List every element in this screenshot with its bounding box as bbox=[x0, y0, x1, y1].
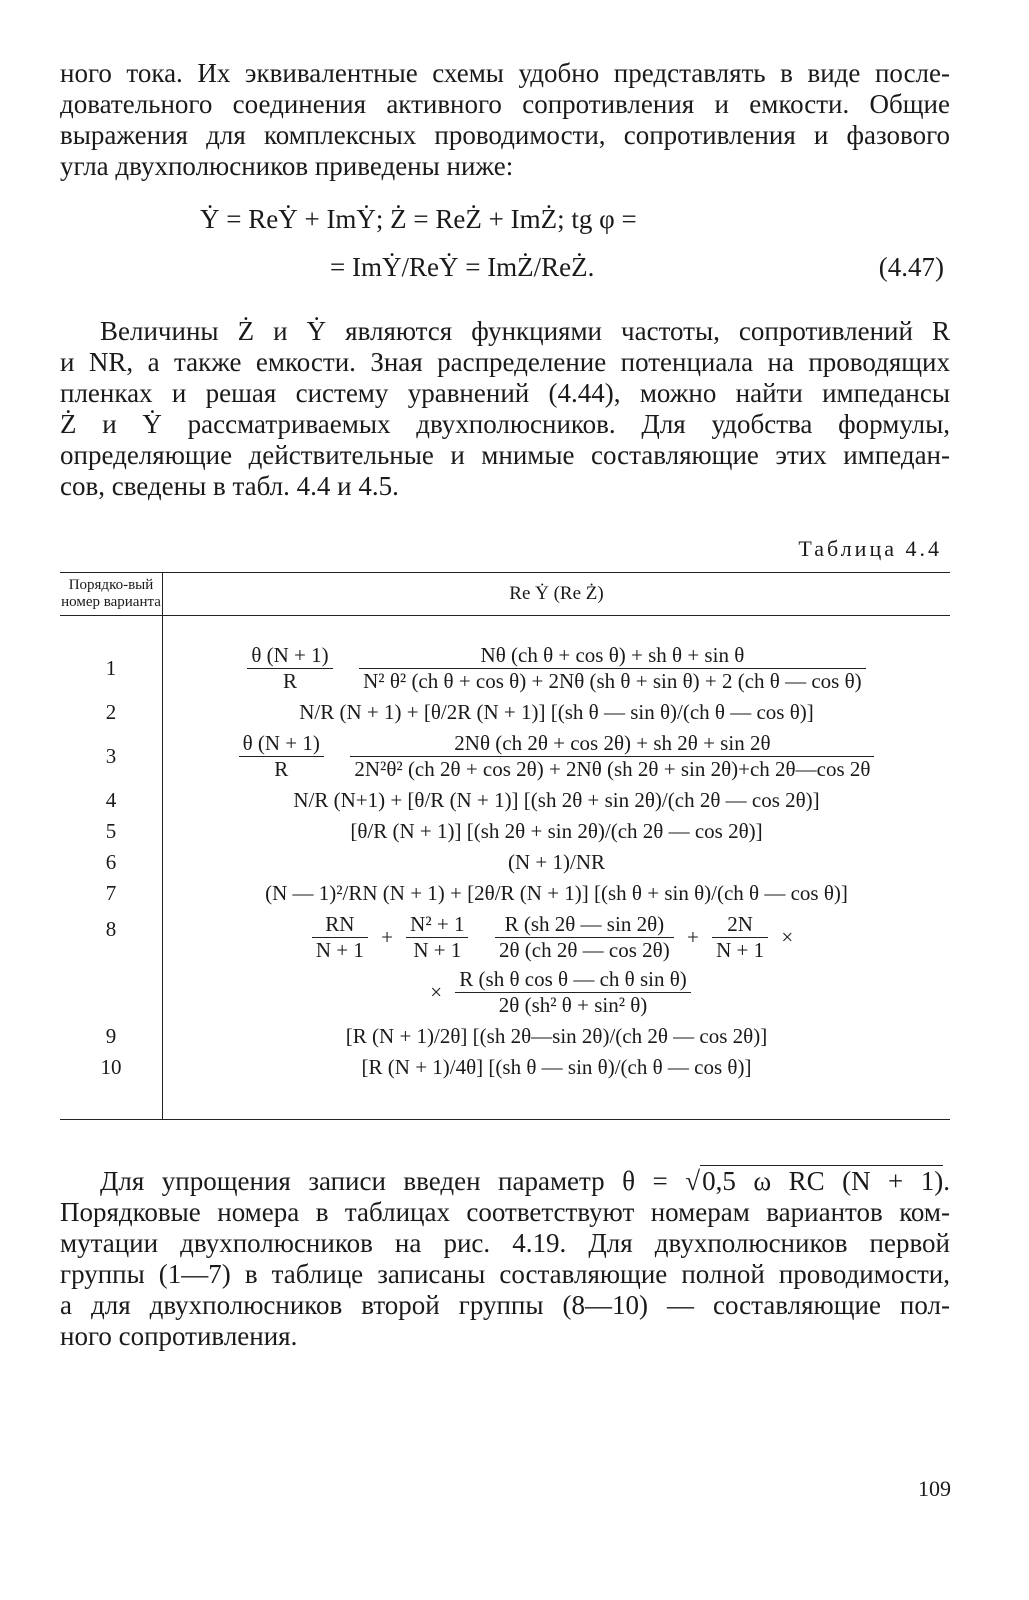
paragraph-intro bbox=[60, 58, 950, 182]
row-expression: (N + 1)/NR bbox=[507, 850, 605, 874]
column-header-expression: Re Ẏ (Re Ż) bbox=[163, 573, 951, 616]
text-line: Величины Ż и Ẏ являются функциями частоты, сопротивлений R bbox=[100, 316, 950, 346]
row-number: 8 bbox=[60, 909, 163, 1021]
text-line: Для упрощения записи введен параметр θ = √0,5 ω RC (N + 1). bbox=[100, 1166, 950, 1196]
row-expression: $\frac{\theta (N + 1)}{R}$ $\frac{\text{Nθ (ch θ + cos θ) + sh θ + sin θ}}{\text{N² θ² (ch θ + cos θ) + 2Nθ (sh θ + sin θ) + 2 (ch θ — cos θ)}}$ bbox=[163, 640, 951, 697]
text-line: мутации двухполюсников на рис. 4.19. Для двухполюсников первой bbox=[60, 1228, 950, 1258]
table-row bbox=[60, 1052, 950, 1083]
table-row bbox=[60, 697, 950, 728]
table-row bbox=[60, 728, 950, 785]
row-expression: N/R (N + 1) + [θ/2R (N + 1)] [(sh θ — sin θ)/(ch θ — cos θ)] bbox=[299, 700, 814, 724]
row-expression: $\frac{RN}{N + 1}$ + $\frac{\text{N² + 1}}{N + 1}$ $\frac{R (sh 2\theta — \sin 2\theta)}{2\theta (ch 2\theta — \cos 2\theta)}$ + $\frac{2N}{N + 1}$ × × $\frac{\text{R (sh θ cos θ — ch θ sin θ)}}{\text{2θ (sh² θ + sin² θ)}}$ bbox=[163, 909, 951, 1021]
text-line: Ż и Ẏ рассматриваемых двухполюсников. Для удобства формулы, bbox=[60, 409, 950, 439]
row-number: 6 bbox=[60, 847, 163, 878]
row-number: 3 bbox=[60, 728, 163, 785]
row-number: 5 bbox=[60, 816, 163, 847]
text-line: пленках и решая систему уравнений (4.44), можно найти импедансы bbox=[60, 378, 950, 408]
row-expression: N/R (N+1) + [θ/R (N + 1)] [(sh 2θ + sin 2θ)/(ch 2θ — cos 2θ)] bbox=[293, 788, 820, 812]
text-line: Порядковые номера в таблицах соответствуют номерам вариантов ком- bbox=[60, 1197, 950, 1227]
table-row bbox=[60, 816, 950, 847]
row-number: 2 bbox=[60, 697, 163, 728]
text-line: ного сопротивления. bbox=[60, 1321, 298, 1351]
text-line: ного тока. Их эквивалентные схемы удобно представлять в виде после- bbox=[60, 58, 950, 88]
row-number: 7 bbox=[60, 878, 163, 909]
paragraph-parameter bbox=[60, 1166, 950, 1352]
paragraph-impedances bbox=[60, 316, 950, 502]
row-expression: [R (N + 1)/2θ] [(sh 2θ—sin 2θ)/(ch 2θ — cos 2θ)] bbox=[345, 1024, 768, 1048]
text-line: а для двухполюсников второй группы (8—10) — составляющие пол- bbox=[60, 1290, 950, 1320]
row-expression: [R (N + 1)/4θ] [(sh θ — sin θ)/(ch θ — cos θ)] bbox=[361, 1055, 752, 1079]
row-number: 4 bbox=[60, 785, 163, 816]
table-row bbox=[60, 1021, 950, 1052]
text-line: угла двухполюсников приведены ниже: bbox=[60, 151, 514, 181]
formula-number: (4.47) bbox=[878, 252, 944, 282]
table-caption: Таблица 4.4 bbox=[798, 536, 942, 561]
table-row bbox=[60, 909, 950, 1021]
table-4-4 bbox=[60, 572, 950, 1120]
formula-line-1: Ẏ = ReẎ + ImẎ; Ż = ReŻ + ImŻ; tg φ = bbox=[200, 204, 637, 234]
row-expression: [θ/R (N + 1)] [(sh 2θ + sin 2θ)/(ch 2θ — cos 2θ)] bbox=[350, 819, 763, 843]
table-row bbox=[60, 847, 950, 878]
text-line: сов, сведены в табл. 4.4 и 4.5. bbox=[60, 471, 399, 501]
row-number: 9 bbox=[60, 1021, 163, 1052]
row-expression: (N — 1)²/RN (N + 1) + [2θ/R (N + 1)] [(sh θ + sin θ)/(ch θ — cos θ)] bbox=[265, 881, 848, 905]
text-line: довательного соединения активного сопротивления и емкости. Общие bbox=[60, 89, 950, 119]
text-line: определяющие действительные и мнимые составляющие этих импедан- bbox=[60, 440, 950, 470]
table-row bbox=[60, 878, 950, 909]
text-line: группы (1—7) в таблице записаны составляющие полной проводимости, bbox=[60, 1259, 950, 1289]
text-line: и NR, а также емкости. Зная распределение потенциала на проводящих bbox=[60, 347, 950, 377]
radicand: 0,5 ω RC (N + 1) bbox=[702, 1166, 944, 1196]
formula-4-47 bbox=[60, 196, 950, 306]
row-expression: $\frac{\theta (N + 1)}{R}$ $\frac{2N\theta (ch 2\theta + \cos 2\theta) + sh 2\theta + \sin 2\theta}{\text{2N²θ² (ch 2θ + cos 2θ) + 2Nθ (sh 2θ + sin 2θ)+ch 2θ—cos 2θ}}$ bbox=[163, 728, 951, 785]
row-number: 1 bbox=[60, 640, 163, 697]
table-row bbox=[60, 785, 950, 816]
page-number: 109 bbox=[918, 1476, 951, 1501]
formula-line-2: = ImẎ/ReẎ = ImŻ/ReŻ. bbox=[330, 252, 595, 282]
column-header-number: Порядко-вый номер варианта bbox=[60, 573, 163, 616]
table-row bbox=[60, 640, 950, 697]
page-body bbox=[60, 58, 950, 1352]
row-number: 10 bbox=[60, 1052, 163, 1083]
text-line: выражения для комплексных проводимости, сопротивления и фазового bbox=[60, 120, 950, 150]
